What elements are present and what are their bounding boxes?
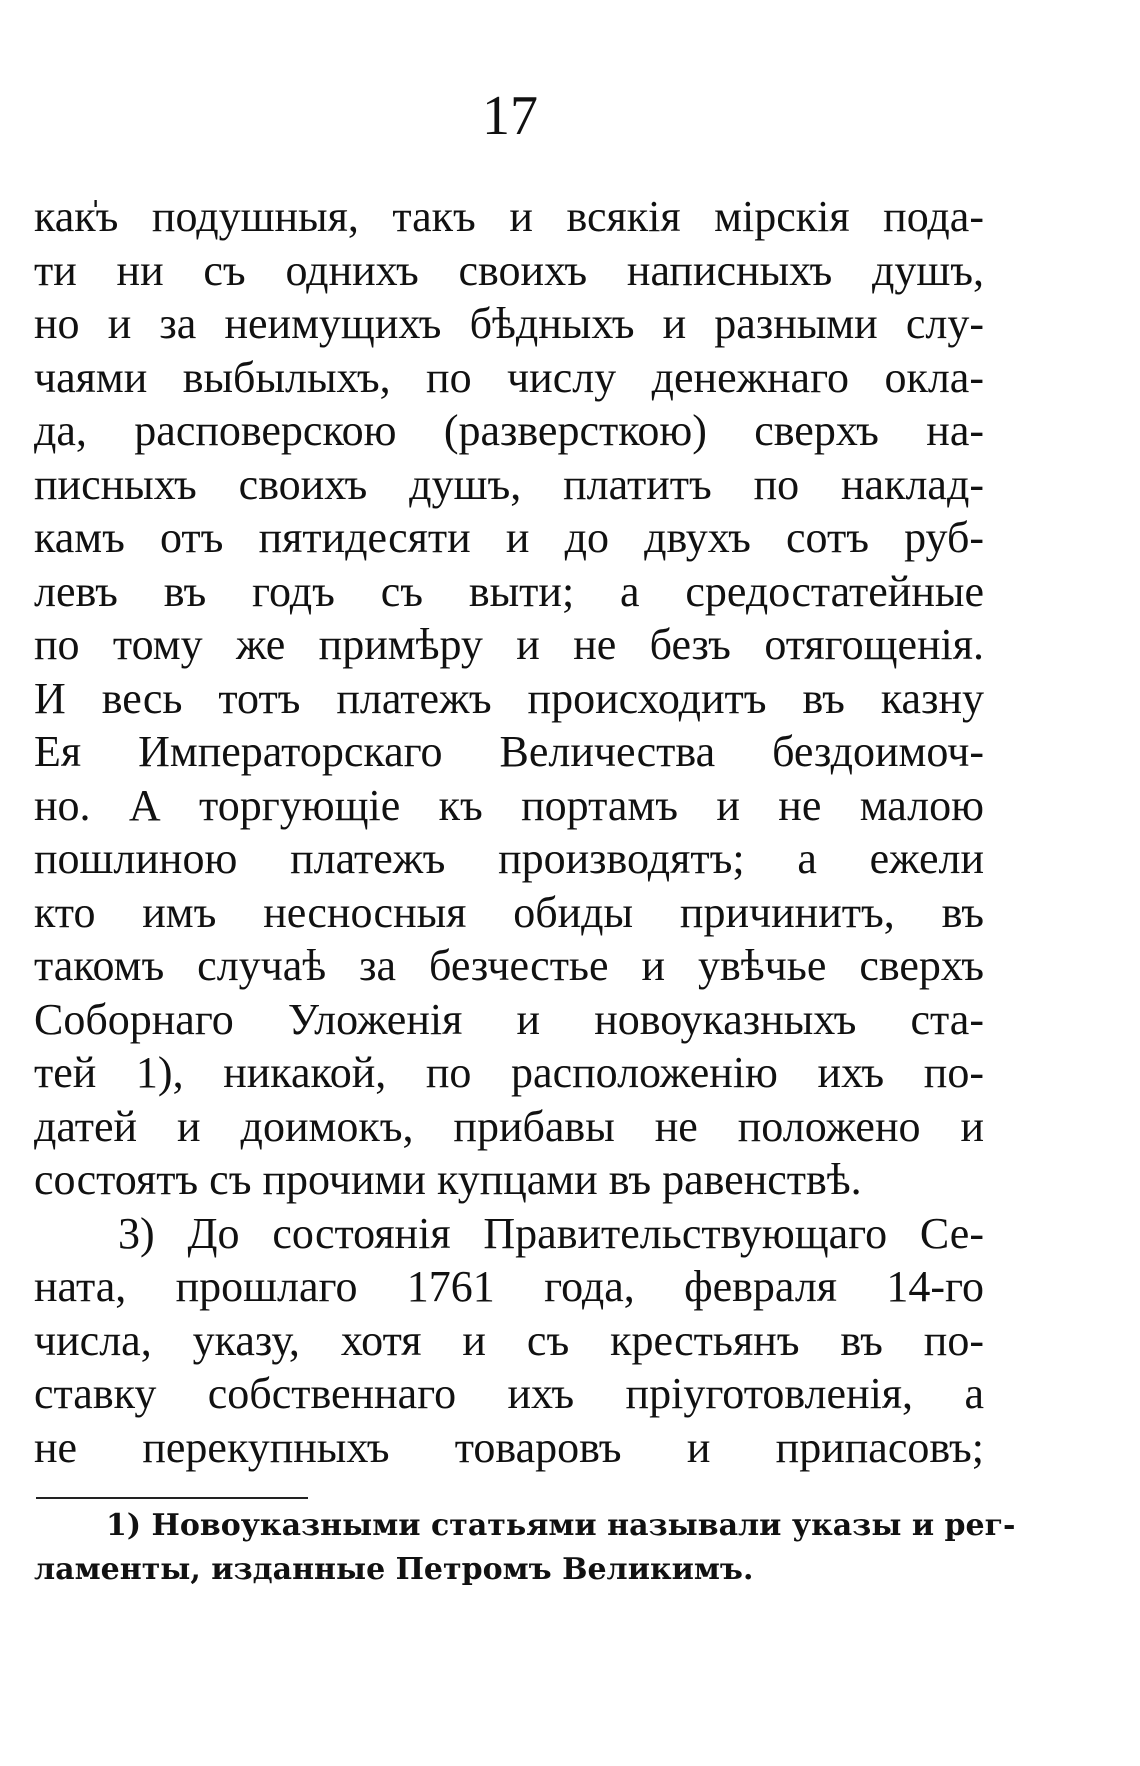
text-line: 3) До состоянія Правительствующаго Се- [118,1208,984,1258]
footnote [34,1504,1016,1592]
text-line: как̍ъ подушныя, такъ и всякія мірскія пода- [34,192,984,241]
text-line: И весь тотъ платежъ происходитъ въ казну [34,673,984,723]
text-line: но и за неимущихъ бѣдныхъ и разными слу- [34,299,984,348]
text-line: не перекупныхъ товаровъ и припасовъ; [34,1422,984,1472]
text-line: кто имъ несносныя обиды причинитъ, въ [34,887,984,937]
footnote-line: ламенты, изданные Петромъ Великимъ. [34,1552,754,1587]
text-line: датей и доимокъ, прибавы не положено и [34,1101,984,1151]
text-line: Соборнаго Уложенія и новоуказныхъ ста- [34,994,984,1044]
text-line: состоятъ съ прочими купцами въ равенствѣ. [34,1155,862,1204]
text-line: по тому же примѣру и не безъ отягощенія. [34,620,984,669]
text-line: ната, прошлаго 1761 года, февраля 14-го [34,1262,984,1311]
text-line: такомъ случаѣ за безчестье и увѣчье сверхъ [34,941,984,990]
text-line: камъ отъ пятидесяти и до двухъ сотъ руб- [34,513,984,562]
text-line: Ея Императорскаго Величества бездоимоч- [34,727,984,776]
footnote-divider [36,1497,308,1499]
text-line: писныхъ своихъ душъ, платитъ по наклад- [34,459,984,509]
text-line: пошлиною платежъ производятъ; а ежели [34,834,984,883]
text-line: ставку собственнаго ихъ пріуготовленія, а [34,1369,984,1418]
text-line: ти ни съ однихъ своихъ написныхъ душъ, [34,245,984,295]
page-number: 17 [482,85,538,147]
footnote-line: 1) Новоуказными статьями называли указы и рег- [106,1508,1016,1543]
text-line: но. А торгующіе къ портамъ и не малою [34,780,984,830]
text-line: да, расповерскою (разверсткою) сверхъ на- [34,406,984,455]
text-line: числа, указу, хотя и съ крестьянъ въ по- [34,1315,984,1365]
main-text [34,190,984,1474]
text-line: чаями выбылыхъ, по числу денежнаго окла- [34,352,984,402]
text-line: тей 1), никакой, по расположенію ихъ по- [34,1048,984,1097]
text-line: левъ въ годъ съ выти; а средостатейные [34,566,984,616]
